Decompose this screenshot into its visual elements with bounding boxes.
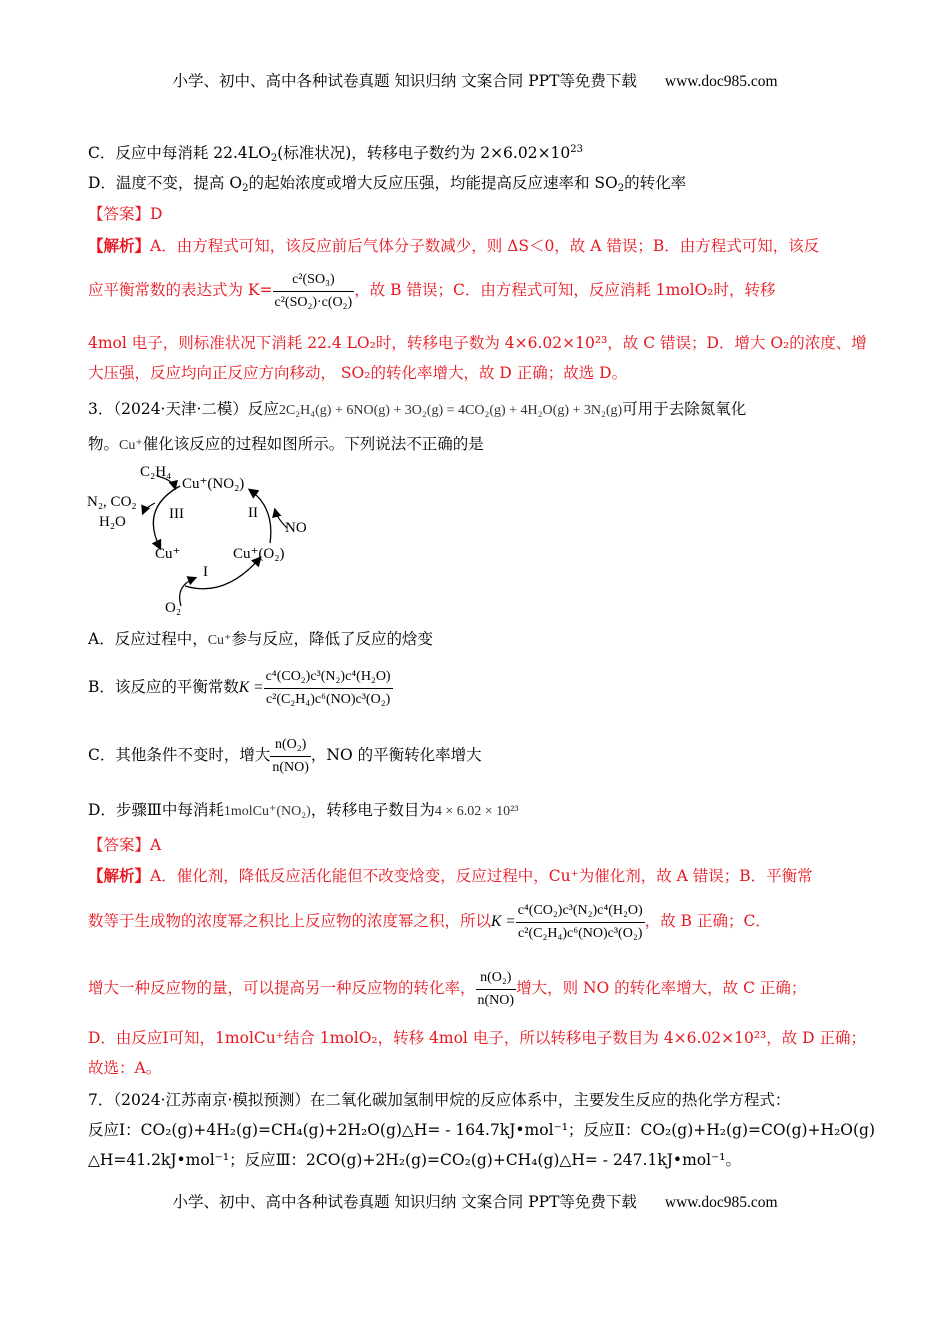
prev-explanation-line4: 大压强，反应均向正反应方向移动， SO₂的转化率增大，故 D 正确；故选 D。 [88, 364, 628, 382]
footer-text: 小学、初中、高中各种试卷真题 知识归纳 文案合同 PPT等免费下载 [172, 1193, 637, 1211]
q3-option-c: C．其他条件不变时，增大 $\frac{\text{n(O₂)}}{n(NO)}$ ，NO 的平衡转化率增大 [88, 732, 868, 778]
q7-line1: 7．（2024·江苏南京·模拟预测）在二氧化碳加氢制甲烷的反应体系中，主要发生反应的热化学方程式： [88, 1091, 791, 1109]
q3-exp-ratio-fraction: $\frac{\text{n(O₂)}}{n(NO)}$ [477, 969, 515, 1008]
arrow-out-products [143, 503, 155, 513]
catalytic-cycle-diagram [85, 458, 325, 618]
label-cu-no2: Cu⁺(NO₂) [182, 476, 245, 492]
header-text: 小学、初中、高中各种试卷真题 知识归纳 文案合同 PPT等免费下载 [172, 72, 637, 90]
q3-explanation-line2: 数等于生成物的浓度幂之积比上反应物的浓度幂之积，所以K = $\frac{\text{c⁴(CO₂)c³(N₂)c⁴(H₂O)}}{\text{c²(C₂H₄)c⁶(NO)c³(O₂)}}$ ，故 B 正确；C． [88, 898, 868, 944]
label-c2h4: C₂H₄ [140, 464, 172, 480]
q3-answer: 【答案】A [88, 836, 162, 854]
q3-explanation-line5: 故选：A。 [88, 1059, 162, 1077]
label-cu-o2: Cu⁺(O₂) [233, 546, 285, 562]
q3-option-a: A．反应过程中，Cu⁺参与反应，降低了反应的焓变 [88, 630, 433, 648]
q3-k-fraction: $\frac{\text{c⁴(CO₂)c³(N₂)c⁴(H₂O)}}{\text{c²(C₂H₄)c⁶(NO)c³(O₂)}}$ [265, 668, 391, 707]
q3-stem-line1: 3．（2024·天津·二模）反应2C₂H₄(g) + 6NO(g) + 3O₂(g) = 4CO₂(g) + 4H₂O(g) + 3N₂(g)可用于去除氮氧化 [88, 400, 747, 418]
arrow-in-o2 [180, 578, 195, 606]
prev-explanation-line3: 4mol 电子，则标准状况下消耗 22.4 LO₂时，转移电子数为 4×6.02×10²³，故 C 错误；D．增大 O₂的浓度、增 [88, 334, 867, 352]
label-cu: Cu⁺ [155, 546, 181, 562]
prev-option-d: D．温度不变，提高 $O_2$的起始浓度或增大反应压强，均能提高反应速率和 $SO_2$的转化率 [88, 174, 687, 194]
q3-explanation-line4: D．由反应Ⅰ可知，1molCu⁺结合 1molO₂，转移 4mol 电子，所以转移电子数目为 4×6.02×10²³，故 D 正确； [88, 1029, 867, 1047]
label-step-III: III [169, 506, 184, 522]
label-n2-co2: N₂, CO₂ [87, 494, 137, 510]
q3-explanation-line1: 【解析】A．催化剂，降低反应活化能但不改变焓变，反应过程中，Cu⁺为催化剂，故 A 错误；B．平衡常 [88, 866, 813, 885]
label-o2: O₂ [165, 600, 182, 616]
q7-line3: △H=41.2kJ•mol⁻¹；反应Ⅲ：2CO(g)+2H₂(g)=CO₂(g)+CH₄(g)△H= - 247.1kJ•mol⁻¹。 [88, 1151, 741, 1169]
prev-option-c: C．反应中每消耗 $22.4LO_2$(标准状况)，转移电子数约为 $2\times 6.02\times 10^{23}$ [88, 144, 584, 164]
q3-explanation-line3: 增大一种反应物的量，可以提高另一种反应物的转化率， $\frac{\text{n(O₂)}}{n(NO)}$ 增大，则 NO 的转化率增大，故 C 正确； [88, 965, 868, 1011]
q3-exp-k-fraction: $\frac{\text{c⁴(CO₂)c³(N₂)c⁴(H₂O)}}{\text{c²(C₂H₄)c⁶(NO)c³(O₂)}}$ [517, 902, 643, 941]
q3-option-d: D．步骤Ⅲ中每消耗1molCu⁺(NO₂)，转移电子数目为4 × 6.02 × 10²³ [88, 801, 519, 819]
page-footer [0, 1190, 950, 1212]
q3-equation: 2C₂H₄(g) + 6NO(g) + 3O₂(g) = 4CO₂(g) + 4H₂O(g) + 3N₂(g) [278, 403, 623, 418]
q3-ratio-fraction: $\frac{\text{n(O₂)}}{n(NO)}$ [272, 736, 309, 775]
prev-answer: 【答案】D [88, 205, 163, 223]
label-no: NO [285, 520, 307, 536]
label-h2o: H₂O [99, 514, 126, 530]
q3-option-b: B．该反应的平衡常数K = $\frac{\text{c⁴(CO₂)c³(N₂)c⁴(H₂O)}}{\text{c²(C₂H₄)c⁶(NO)c³(O₂)}}$ [88, 664, 868, 710]
prev-explanation-line2: 应平衡常数的表达式为 K= $\frac{\text{c²(SO₃)}}{\text{c²(SO₂)·c(O₂)}}$ ，故 B 错误；C．由方程式可知，反应消耗 1molO₂时，转移 [88, 268, 868, 312]
header-site-link[interactable]: www.doc985.com [664, 73, 778, 90]
label-step-I: I [203, 564, 208, 580]
q3-stem-line2: 物。Cu⁺催化该反应的过程如图所示。下列说法不正确的是 [88, 435, 484, 453]
arrow-step-I [185, 558, 260, 589]
footer-site-link[interactable]: www.doc985.com [664, 1194, 778, 1211]
q7-line2: 反应Ⅰ：CO₂(g)+4H₂(g)=CH₄(g)+2H₂O(g)△H= - 164.7kJ•mol⁻¹；反应Ⅱ：CO₂(g)+H₂(g)=CO(g)+H₂O(g) [88, 1121, 876, 1139]
prev-k-fraction: $\frac{\text{c²(SO₃)}}{\text{c²(SO₂)·c(O₂)}}$ [274, 271, 353, 310]
page-header [0, 69, 950, 91]
label-step-II: II [248, 505, 258, 521]
prev-explanation-line1: 【解析】A．由方程式可知，该反应前后气体分子数减少，则 ΔS＜0，故 A 错误；B．由方程式可知，该反 [88, 236, 820, 255]
